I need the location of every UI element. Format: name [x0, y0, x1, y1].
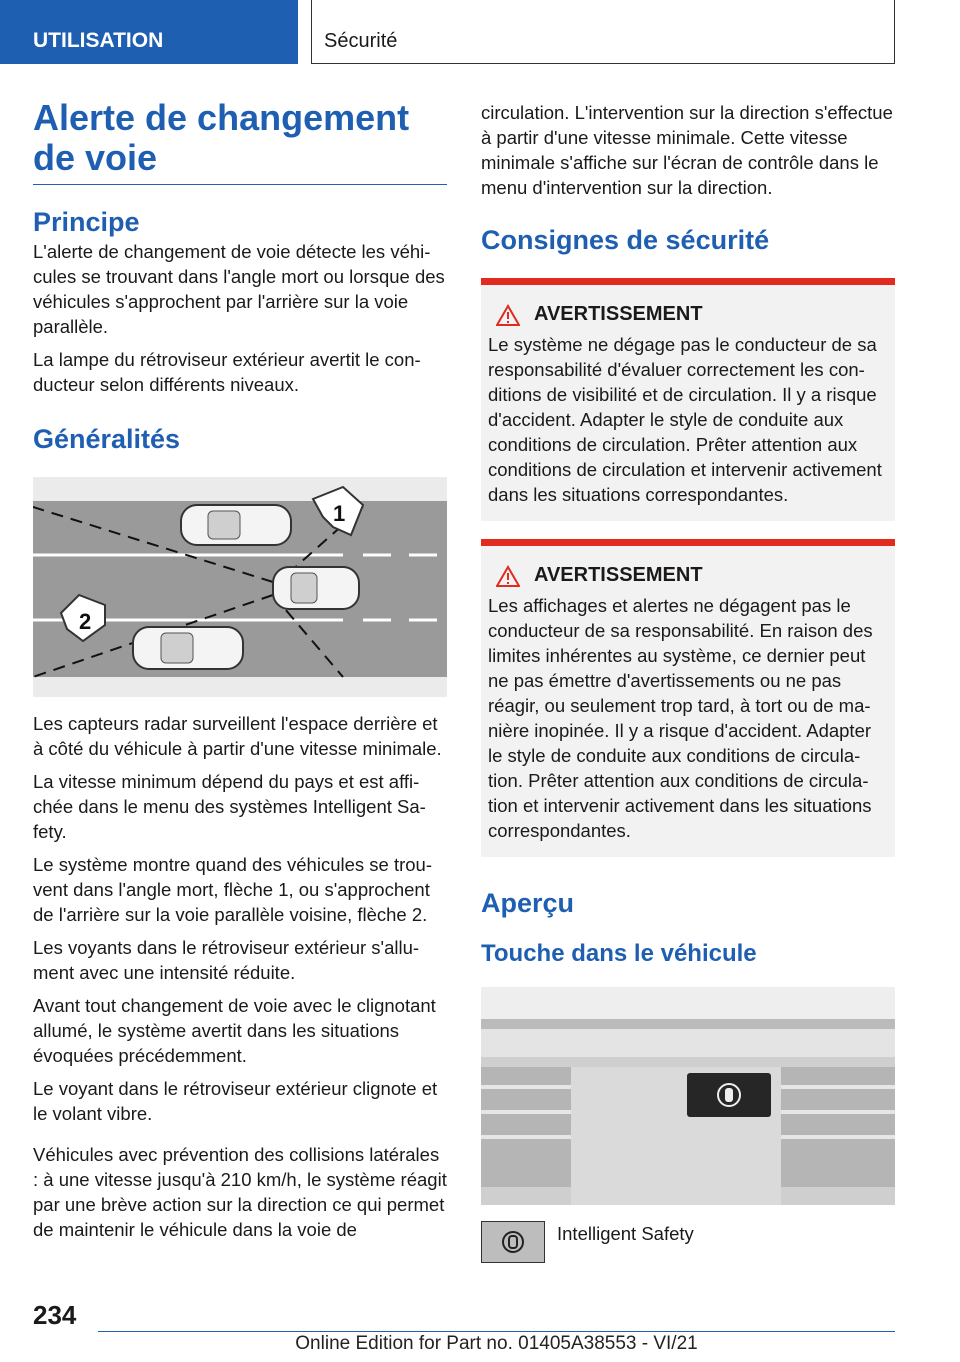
- footer-edition: Online Edition for Part no. 01405A38553 - VI/21: [295, 1333, 698, 1354]
- principe-paragraph-2: La lampe du rétroviseur extérieur avertit le conducteur selon différents niveaux.: [33, 349, 421, 395]
- arrow-label-2: 2: [79, 609, 92, 634]
- intelligent-safety-button[interactable]: [481, 1221, 545, 1263]
- paragraph-5: Avant tout changement de voie avec le clignotant allumé, le système avertit dans les situations évoquées précédemment.: [33, 995, 436, 1066]
- button-label: Intelligent Safety: [557, 1223, 694, 1244]
- paragraph-6: Le voyant dans le rétroviseur extérieur clignote et le volant vibre.: [33, 1078, 438, 1124]
- paragraph-4: Les voyants dans le rétroviseur extérieur s'allument avec une intensité réduite.: [33, 937, 420, 983]
- arrow-label-1: 1: [333, 501, 346, 526]
- warning-box-2: [481, 539, 895, 857]
- continued-paragraph: circulation. L'intervention sur la direction s'effectue à partir d'une vitesse minimale. Cette vitesse minimale s'affiche sur l'écran de contrôle dans le menu d'intervention sur la direction.: [481, 102, 893, 198]
- right-column: [481, 100, 895, 1263]
- paragraph-3: Le système montre quand des véhicules se trouvent dans l'angle mort, flèche 1, ou s'approchent de l'arrière sur la voie parallèle voisine, flèche 2.: [33, 854, 432, 925]
- lane-diagram: [33, 477, 447, 697]
- warning-triangle-icon: [496, 304, 520, 326]
- warning-triangle-icon: [496, 565, 520, 587]
- paragraph-2: La vitesse minimum dépend du pays et est affichée dans le menu des systèmes Intelligent Safety.: [33, 771, 426, 842]
- principe-paragraph-1: L'alerte de changement de voie détecte les véhicules se trouvant dans l'angle mort ou lorsque des véhicules s'approchent par l'arrière sur la voie parallèle.: [33, 241, 445, 337]
- paragraph-7: Véhicules avec prévention des collisions latérales : à une vitesse jusqu'à 210 km/h, le système réagit par une brève action sur la direction ce qui permet de maintenir le véhicule dans la voie de: [33, 1144, 447, 1240]
- warning-box-1: [481, 278, 895, 521]
- intelligent-safety-icon: [500, 1229, 526, 1255]
- generalites-heading: Généralités: [33, 424, 181, 454]
- page-number: 234: [33, 1300, 77, 1330]
- vehicle-button-photo: [481, 987, 895, 1205]
- principe-heading: Principe: [33, 207, 140, 237]
- footer-divider: [98, 1331, 895, 1332]
- lane-change-illustration: [33, 477, 447, 697]
- chapter-title: Sécurité: [311, 0, 895, 64]
- warning-text: Les affichages et alertes ne dégagent pas le conducteur de sa responsabilité. En raison des limites inhérentes au système, ce dernier peut ne pas émettre d'avertissements ou ne pas réagir, ou seulement trop tard, à tort ou de manière inopinée. Il y a risque d'accident. Adapter le style de conduite aux conditions de circulation. Prêter attention aux conditions de circulation et intervenir activement dans les situations correspondantes.: [488, 595, 873, 841]
- page-title: Alerte de changement de voie: [33, 98, 447, 185]
- paragraph-1: Les capteurs radar surveillent l'espace derrière et à côté du véhicule à partir d'une vitesse minimale.: [33, 713, 442, 759]
- warning-title: AVERTISSEMENT: [534, 303, 703, 325]
- apercu-heading: Aperçu: [481, 888, 575, 918]
- section-tab: UTILISATION: [0, 0, 298, 64]
- dashboard-illustration: [481, 987, 895, 1205]
- consignes-heading: Consignes de sécurité: [481, 225, 770, 255]
- warning-title: AVERTISSEMENT: [534, 564, 703, 586]
- button-legend: [481, 1221, 895, 1263]
- warning-text: Le système ne dégage pas le conducteur de sa responsabilité d'évaluer correctement les conditions de visibilité et de circulation. Il y a risque d'accident. Adapter le style de conduite aux conditions de circulation. Prêter attention aux conditions de circulation et intervenir activement dans les situations correspondantes.: [488, 334, 882, 505]
- touche-heading: Touche dans le véhicule: [481, 940, 757, 967]
- left-column: [33, 98, 447, 1250]
